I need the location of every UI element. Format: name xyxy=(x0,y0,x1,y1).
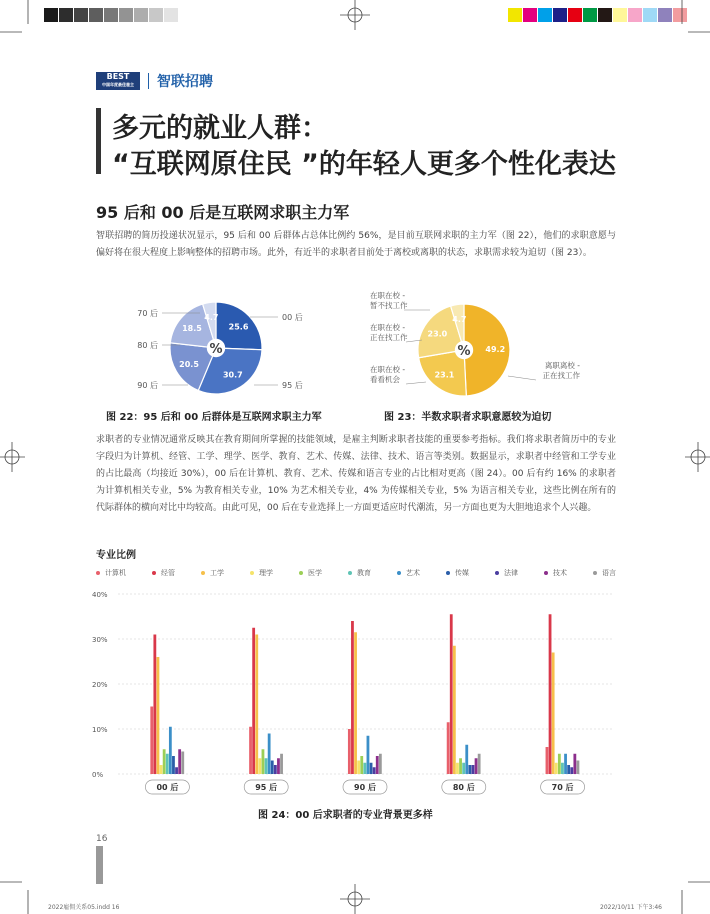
legend-swatch xyxy=(397,571,401,575)
bar xyxy=(265,758,268,774)
bar xyxy=(558,754,561,774)
bar xyxy=(163,749,166,774)
pie-category-label: 80 后 xyxy=(137,341,158,350)
legend-label: 传媒 xyxy=(455,569,469,577)
pie-category-label: 正在找工作 xyxy=(542,371,580,380)
bar xyxy=(178,749,181,774)
legend-swatch xyxy=(152,571,156,575)
bar xyxy=(153,635,156,775)
footer-file: 2022雇佣关系05.indd 16 xyxy=(48,904,120,911)
page-number: 16 xyxy=(96,834,108,844)
legend-item xyxy=(201,568,224,578)
header-separator xyxy=(148,73,149,89)
legend-swatch xyxy=(96,571,100,575)
bar xyxy=(157,657,160,774)
bar xyxy=(351,621,354,774)
bar xyxy=(376,756,379,774)
bar xyxy=(555,763,558,774)
legend-swatch xyxy=(299,571,303,575)
bar xyxy=(280,754,283,774)
pie-value-label: 49.2 xyxy=(485,345,506,355)
bar-chart-majors xyxy=(92,586,616,802)
bar xyxy=(450,614,453,774)
bar xyxy=(172,756,175,774)
chart-legend xyxy=(96,568,616,578)
bar xyxy=(552,653,555,775)
legend-label: 计算机 xyxy=(105,569,126,577)
legend-swatch xyxy=(250,571,254,575)
x-tick-label: 80 后 xyxy=(452,783,475,792)
bar xyxy=(169,727,172,774)
bar xyxy=(348,729,351,774)
bar xyxy=(175,767,178,774)
legend-swatch xyxy=(593,571,597,575)
bar xyxy=(546,747,549,774)
bar xyxy=(561,763,564,774)
bar xyxy=(277,758,280,774)
bar xyxy=(354,632,357,774)
legend-item xyxy=(250,568,273,578)
pie-value-label: 30.7 xyxy=(222,370,243,380)
pie-value-label: 4.7 xyxy=(204,313,219,323)
pie-value-label: 23.1 xyxy=(434,370,455,380)
pie-category-label: 在职在校 - xyxy=(370,291,406,300)
pie-value-label: 18.5 xyxy=(182,323,202,333)
bar xyxy=(160,765,163,774)
legend-label: 医学 xyxy=(308,569,322,577)
legend-label: 经管 xyxy=(161,569,175,577)
bar xyxy=(453,646,456,774)
legend-item xyxy=(348,568,371,578)
figure-22-caption: 图 22：95 后和 00 后群体是互联网求职主力军 xyxy=(106,412,322,423)
pie-category-label: 看看机会 xyxy=(370,375,400,384)
paragraph-intro: 智联招聘的简历投递状况显示，95 后和 00 后群体占总体比例约 56%，是目前互联网求职的主力军（图 22），他们的求职意愿与偏好将在很大程度上影响整体的招聘市场。此外，有近半的求职者目前处于离校或离职的状态，求职需求较为迫切（图 23）。 xyxy=(96,231,616,258)
bar xyxy=(478,754,481,774)
bar xyxy=(573,754,576,774)
legend-item xyxy=(397,568,420,578)
pie-category-label: 70 后 xyxy=(137,309,158,318)
section-title: 95 后和 00 后是互联网求职主力军 xyxy=(96,203,350,222)
legend-item xyxy=(152,568,175,578)
bar xyxy=(373,767,376,774)
bar xyxy=(150,707,153,775)
footer-timestamp: 2022/10/11 下午3:46 xyxy=(600,904,662,911)
bar xyxy=(181,752,184,775)
best-logo xyxy=(96,72,140,90)
y-tick-label: 40% xyxy=(92,591,108,599)
pie-category-label: 在职在校 - xyxy=(370,323,406,332)
x-tick-label: 00 后 xyxy=(156,783,179,792)
pie-leader-line xyxy=(508,376,536,380)
bar xyxy=(465,745,468,774)
legend-label: 教育 xyxy=(357,569,371,577)
page-number-bar xyxy=(96,846,103,884)
bar xyxy=(475,758,478,774)
pie-category-label: 正在找工作 xyxy=(370,333,408,342)
pie-center-label: % xyxy=(457,344,471,359)
bar xyxy=(567,765,570,774)
best-logo-subtext: 中国年度最佳雇主 xyxy=(102,82,134,87)
y-tick-label: 0% xyxy=(92,771,104,779)
legend-swatch xyxy=(495,571,499,575)
figure-23-caption: 图 23：半数求职者求职意愿较为迫切 xyxy=(384,412,552,423)
pie-category-label: 在职在校 - xyxy=(370,365,406,374)
bar xyxy=(360,756,363,774)
x-tick-label: 90 后 xyxy=(354,783,376,792)
legend-label: 艺术 xyxy=(406,569,420,577)
page-header xyxy=(96,70,213,92)
bar xyxy=(258,758,261,774)
bar xyxy=(379,754,382,774)
legend-item xyxy=(495,568,518,578)
bar xyxy=(472,765,475,774)
bar xyxy=(564,754,567,774)
bar xyxy=(370,763,373,774)
bar xyxy=(447,722,450,774)
pie-value-label: 25.6 xyxy=(228,322,249,332)
legend-item xyxy=(593,568,616,578)
y-tick-label: 10% xyxy=(92,726,108,734)
paragraph-majors: 求职者的专业情况通常反映其在教育期间所掌握的技能领域，是雇主判断求职者技能的重要参考指标。我们将求职者简历中的专业字段归为计算机、经管、工学、理学、医学、教育、艺术、传媒、法律、技术、语言等类别。数据显示，求职者中经管和工学专业的占比最高（均接近 30%），00 后在计算机、教育、艺术、传媒和语言专业的占比相对更高（图 24）。00 后有约 16% 的求职者为计算机相关专业，5% 为教育相关专业，10% 为艺术相关专业，4% 为传媒相关专业，5% 为语言相关专业，这些比例在所有的代际群体的横向对比中均较高。由此可见，00 后在专业选择上一方面更适应时代潮流，另一方面也更为大胆地追求个人兴趣。 xyxy=(96,435,616,513)
pie-category-label: 离职离校 - xyxy=(544,361,580,370)
bar xyxy=(577,761,580,775)
x-tick-label: 95 后 xyxy=(255,783,278,792)
pie-value-label: 23.0 xyxy=(427,329,448,339)
title-accent-bar xyxy=(96,108,101,174)
chart-title: 专业比例 xyxy=(96,550,136,561)
bar xyxy=(357,761,360,775)
bar xyxy=(249,727,252,774)
bar xyxy=(252,628,255,774)
pie-category-label: 00 后 xyxy=(282,313,303,322)
page-title-line2: “互联网原住民 ”的年轻人更多个性化表达 xyxy=(112,149,616,180)
legend-item xyxy=(299,568,322,578)
pie-category-label: 90 后 xyxy=(137,381,158,390)
legend-item xyxy=(544,568,567,578)
legend-swatch xyxy=(544,571,548,575)
bar xyxy=(367,736,370,774)
pie-value-label: 20.5 xyxy=(179,359,199,369)
legend-label: 技术 xyxy=(553,569,567,577)
legend-swatch xyxy=(348,571,352,575)
brand-name: 智联招聘 xyxy=(157,74,213,90)
y-tick-label: 20% xyxy=(92,681,108,689)
bar xyxy=(268,734,271,775)
bar xyxy=(459,758,462,774)
bar xyxy=(271,761,274,775)
bar xyxy=(468,765,471,774)
bar xyxy=(255,635,258,775)
pie-center-label: % xyxy=(209,342,223,357)
pie-chart-generations xyxy=(96,292,336,400)
pie-category-label: 95 后 xyxy=(282,381,303,390)
legend-swatch xyxy=(446,571,450,575)
pie-chart-job-status xyxy=(360,290,620,402)
legend-item xyxy=(96,568,126,578)
best-logo-text: BEST xyxy=(106,72,130,81)
legend-item xyxy=(446,568,469,578)
bar xyxy=(570,767,573,774)
figure-24-caption: 图 24：00 后求职者的专业背景更多样 xyxy=(258,810,433,821)
legend-label: 工学 xyxy=(210,569,224,577)
x-tick-label: 70 后 xyxy=(551,783,574,792)
bar xyxy=(549,614,552,774)
bar xyxy=(456,763,459,774)
legend-label: 法律 xyxy=(504,569,518,577)
bar xyxy=(363,763,366,774)
legend-label: 语言 xyxy=(602,569,616,577)
bar xyxy=(274,765,277,774)
page-title-line1: 多元的就业人群： xyxy=(112,113,328,144)
pie-value-label: 4.7 xyxy=(452,315,467,325)
bar xyxy=(462,763,465,774)
bar xyxy=(262,749,265,774)
pie-category-label: 暂不找工作 xyxy=(370,301,408,310)
y-tick-label: 30% xyxy=(92,636,108,644)
bar xyxy=(166,754,169,774)
legend-label: 理学 xyxy=(259,569,273,577)
legend-swatch xyxy=(201,571,205,575)
pie-leader-line xyxy=(406,382,426,384)
